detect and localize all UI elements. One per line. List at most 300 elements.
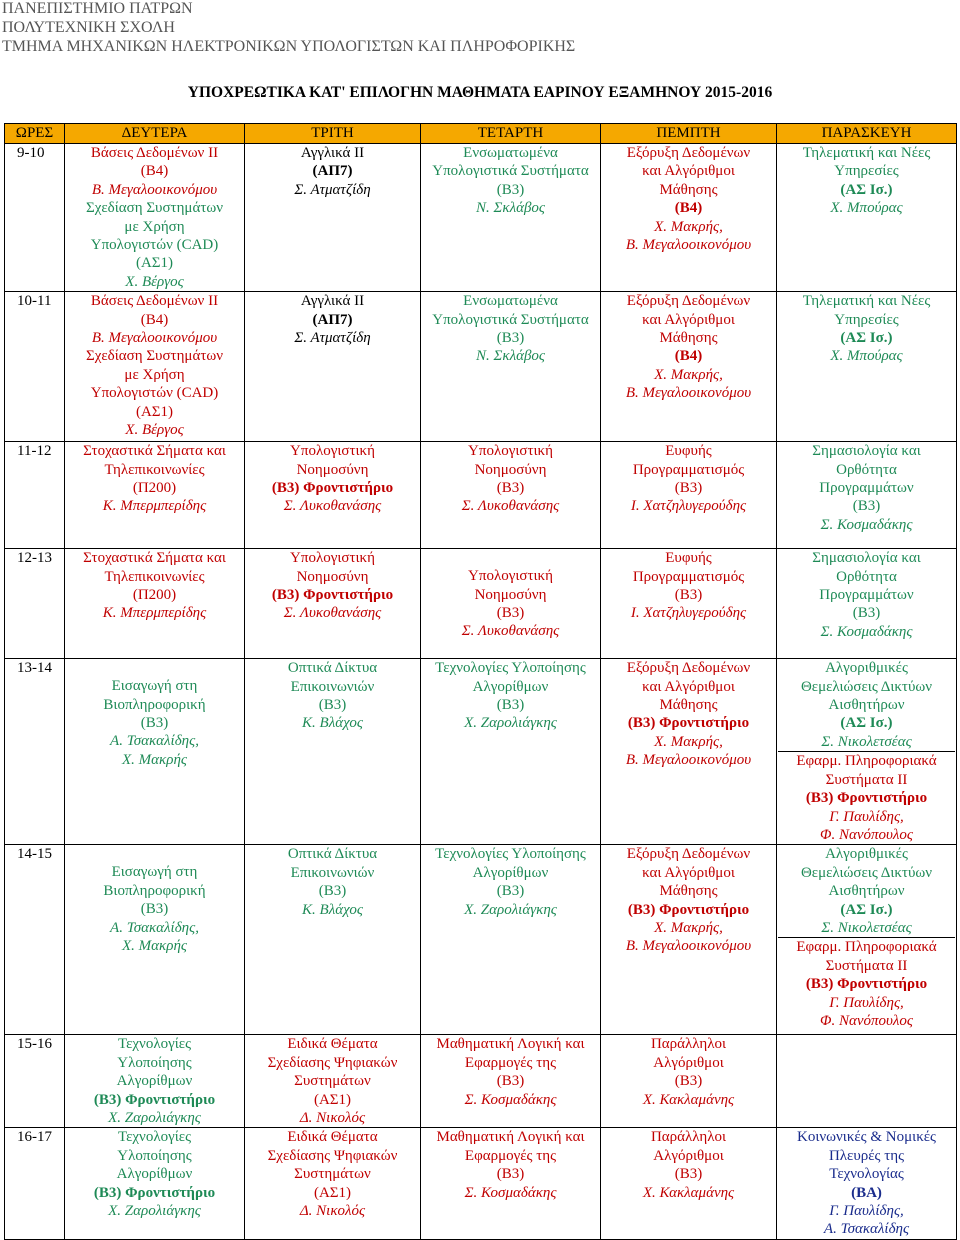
course-line: (Β4) (140, 311, 169, 328)
course-line: Υπολογιστικά Συστήματα (432, 163, 589, 180)
course-cell (65, 144, 245, 292)
course-line: (Β3) (674, 480, 703, 497)
course-block (778, 937, 955, 1030)
course-cell (65, 442, 245, 549)
course-cell (65, 659, 245, 845)
instructor-name: Χ. Μπούρας (830, 348, 903, 365)
time-cell: 9-10 (5, 144, 65, 292)
course-line: Αγγλικά ΙΙ (300, 293, 365, 310)
course-cell (245, 549, 421, 659)
time-cell: 16-17 (5, 1128, 65, 1240)
course-line: Υπολογιστική (290, 550, 375, 567)
school-name: ΠΟΛΥΤΕΧΝΙΚΗ ΣΧΟΛΗ (2, 19, 175, 36)
instructor-name: Β. Μεγαλοοικονόμου (625, 752, 752, 769)
col-hours: ΩΡΕΣ (5, 124, 65, 144)
table-row (5, 845, 957, 1035)
course-line: Ευφυής (665, 443, 712, 460)
course-line: Τηλεματική και Νέες (802, 293, 931, 310)
table-row (5, 144, 957, 292)
room-label: (ΒΑ) (851, 1184, 882, 1201)
instructor-name: Β. Μεγαλοοικονόμου (625, 385, 752, 402)
course-cell (601, 845, 777, 1035)
instructor-name: Σ. Κοσμαδάκης (464, 1091, 557, 1108)
room-label: (Β3) Φροντιστήριο (93, 1184, 216, 1201)
course-cell (421, 292, 601, 442)
table-row (5, 549, 957, 659)
course-cell (601, 1128, 777, 1240)
course-line: Σχεδίασης Ψηφιακών (267, 1054, 398, 1071)
course-line: Υπολογιστών (CAD) (90, 237, 219, 254)
course-block (422, 1035, 599, 1109)
col-tuesday: ΤΡΙΤΗ (245, 124, 421, 144)
course-cell (421, 1035, 601, 1128)
course-cell (421, 442, 601, 549)
col-friday: ΠΑΡΑΣΚΕΥΗ (777, 124, 957, 144)
course-line: Αλγόριθμοι (653, 1054, 724, 1071)
course-block (602, 442, 775, 516)
instructor-name: Β. Μεγαλοοικονόμου (91, 330, 218, 347)
course-block (66, 845, 243, 955)
course-cell (245, 1128, 421, 1240)
room-label: (Β3) Φροντιστήριο (271, 587, 394, 604)
room-label: (ΑΣ Ισ.) (840, 181, 893, 198)
course-line: Νοημοσύνη (296, 461, 369, 478)
course-block (422, 659, 599, 733)
course-block (778, 549, 955, 641)
course-line: Ειδικά Θέματα (287, 1036, 378, 1053)
course-line: Παράλληλοι (650, 1036, 727, 1053)
col-thursday: ΠΕΜΠΤΗ (601, 124, 777, 144)
room-label: (Β3) Φροντιστήριο (627, 901, 750, 918)
course-line: (Β3) (496, 605, 525, 622)
course-cell (421, 549, 601, 659)
course-line: Υλοποίησης (117, 1147, 192, 1164)
course-line: Νοημοσύνη (474, 586, 547, 603)
course-line: Τεχνολογίες (117, 1036, 192, 1053)
course-line: Υλοποίησης (117, 1054, 192, 1071)
course-line: Μάθησης (659, 883, 718, 900)
course-line: (Β3) (496, 480, 525, 497)
room-label: (ΑΠ7) (312, 311, 353, 328)
course-block (422, 292, 599, 366)
course-cell (245, 659, 421, 845)
course-line: Ορθότητα (836, 568, 897, 585)
course-block (66, 347, 243, 439)
table-row (5, 292, 957, 442)
course-line: Πλευρές της (828, 1147, 905, 1164)
course-line: Οπτικά Δίκτυα (287, 846, 378, 863)
course-line: Σημασιολογία και (812, 443, 921, 460)
course-line: Αλγοριθμικές (825, 660, 908, 677)
course-line: (Β3) (496, 1166, 525, 1183)
course-line: Μαθηματική Λογική και (436, 1129, 585, 1146)
course-block (602, 292, 775, 402)
time-cell: 10-11 (5, 292, 65, 442)
room-label: (ΑΠ7) (312, 163, 353, 180)
instructor-name: Α. Τσακαλίδης, (110, 919, 199, 936)
course-line: Υπολογιστική (290, 443, 375, 460)
course-line: (Β3) (318, 883, 347, 900)
room-label: (Β4) (674, 200, 703, 217)
course-line: Τεχνολογίες (117, 1129, 192, 1146)
course-block (66, 144, 243, 199)
course-line: Εφαρμογές της (464, 1054, 557, 1071)
course-line: Εξόρυξη Δεδομένων (626, 145, 751, 161)
course-cell (421, 659, 601, 845)
course-cell (601, 549, 777, 659)
course-cell (245, 442, 421, 549)
course-line: Ενσωματωμένα (463, 293, 558, 310)
table-row (5, 1128, 957, 1240)
course-line: Τεχνολογίες Υλοποίησης (435, 660, 586, 677)
course-block (66, 442, 243, 516)
course-line: (ΑΣ1) (135, 255, 174, 272)
course-line: Βάσεις Δεδομένων ΙΙ (90, 293, 219, 310)
course-line: και Αλγόριθμοι (642, 678, 735, 695)
instructor-name: Δ. Νικολός (299, 1202, 366, 1219)
course-line: Επικοινωνιών (290, 678, 375, 695)
course-line: και Αλγόριθμοι (642, 311, 735, 328)
course-line: (ΑΣ1) (313, 1184, 352, 1201)
course-line: Εφαρμογές της (464, 1147, 557, 1164)
course-line: (ΑΣ1) (135, 403, 174, 420)
course-line: Αλγορίθμων (472, 678, 549, 695)
course-block (422, 1128, 599, 1202)
course-line: Μάθησης (659, 697, 718, 714)
instructor-name: Χ. Μπούρας (830, 200, 903, 217)
instructor-name: Β. Μεγαλοοικονόμου (625, 237, 752, 254)
course-cell (601, 442, 777, 549)
course-block (778, 442, 955, 534)
course-cell (65, 1035, 245, 1128)
instructor-name: Ν. Σκλάβος (475, 348, 546, 365)
course-line: Θεμελιώσεις Δικτύων (800, 864, 933, 881)
course-block (246, 659, 419, 733)
course-line: με Χρήση (124, 366, 185, 383)
course-cell (601, 659, 777, 845)
course-line: Αισθητήρων (828, 883, 905, 900)
instructor-name: Σ. Λυκοθανάσης (461, 623, 560, 640)
instructor-name: Χ. Ζαρολιάγκης (464, 715, 557, 732)
instructor-name: Χ. Κακλαμάνης (642, 1091, 735, 1108)
instructor-name: Κ. Μπερμπερίδης (102, 498, 207, 515)
course-line: Μαθηματική Λογική και (436, 1036, 585, 1053)
course-line: (Β3) (496, 1073, 525, 1090)
course-line: Μάθησης (659, 181, 718, 198)
course-block (778, 1128, 955, 1238)
instructor-name: Κ. Μπερμπερίδης (102, 605, 207, 622)
course-block (246, 845, 419, 919)
instructor-name: Κ. Βλάχος (302, 901, 363, 918)
course-block (66, 1128, 243, 1220)
instructor-name: Σ. Λυκοθανάσης (283, 498, 382, 515)
course-line: Θεμελιώσεις Δικτύων (800, 678, 933, 695)
room-label: (Β3) Φροντιστήριο (271, 480, 394, 497)
course-line: (Β3) (496, 883, 525, 900)
course-block (778, 845, 955, 937)
course-cell (421, 144, 601, 292)
room-label: (ΑΣ Ισ.) (840, 715, 893, 732)
instructor-name: Χ. Ζαρολιάγκης (108, 1202, 201, 1219)
course-line: Ορθότητα (836, 461, 897, 478)
instructor-name: Χ. Βέργος (125, 273, 184, 290)
course-line: Αλγοριθμικές (825, 846, 908, 863)
instructor-name: Φ. Νανόπουλος (820, 1012, 913, 1029)
course-line: Σχεδίαση Συστημάτων (85, 348, 224, 365)
course-cell (421, 845, 601, 1035)
course-cell (421, 1128, 601, 1240)
course-line: Υπηρεσίες (834, 163, 899, 180)
course-line: Υπολογιστική (468, 568, 553, 585)
course-cell (245, 144, 421, 292)
course-line: Σχεδίαση Συστημάτων (85, 200, 224, 217)
course-line: (ΑΣ1) (313, 1091, 352, 1108)
instructor-name: Δ. Νικολός (299, 1109, 366, 1126)
instructor-name: Ν. Σκλάβος (475, 200, 546, 217)
course-cell (245, 845, 421, 1035)
course-line: Παράλληλοι (650, 1129, 727, 1146)
course-line: Σημασιολογία και (812, 550, 921, 567)
course-cell (777, 845, 957, 1035)
course-line: Αλγόριθμοι (653, 1147, 724, 1164)
instructor-name: Χ. Μακρής (122, 937, 187, 954)
course-cell (601, 1035, 777, 1128)
course-line: Εφαρμ. Πληροφοριακά (796, 753, 937, 770)
instructor-name: Β. Μεγαλοοικονόμου (91, 181, 218, 198)
course-block (602, 144, 775, 254)
room-label: (Β3) Φροντιστήριο (805, 790, 928, 807)
instructor-name: Α. Τσακαλίδης (823, 1221, 910, 1238)
course-line: Υπηρεσίες (834, 311, 899, 328)
course-line: Προγραμμάτων (819, 587, 914, 604)
instructor-name: Χ. Κακλαμάνης (642, 1184, 735, 1201)
instructor-name: Γ. Παυλίδης, (829, 1202, 904, 1219)
instructor-name: Φ. Νανόπουλος (820, 826, 913, 843)
instructor-name: Β. Μεγαλοοικονόμου (625, 938, 752, 955)
course-line: (Β3) (140, 901, 169, 918)
course-line: Αγγλικά ΙΙ (300, 145, 365, 161)
instructor-name: Α. Τσακαλίδης, (110, 733, 199, 750)
time-cell: 12-13 (5, 549, 65, 659)
course-cell (777, 144, 957, 292)
course-line: (Β3) (674, 1073, 703, 1090)
course-line: Ενσωματωμένα (463, 145, 558, 161)
instructor-name: Σ. Λυκοθανάσης (461, 498, 560, 515)
room-label: (ΑΣ Ισ.) (840, 901, 893, 918)
course-line: Στοχαστικά Σήματα και (83, 550, 226, 567)
page-title: ΥΠΟΧΡΕΩΤΙΚΑ ΚΑΤ' ΕΠΙΛΟΓΗΝ ΜΑΘΗΜΑΤΑ ΕΑΡΙΝΟΥ ΕΞΑΜΗΝΟΥ 2015-2016 (187, 84, 773, 101)
course-line: με Χρήση (124, 218, 185, 235)
table-row (5, 442, 957, 549)
instructor-name: Σ. Νικολετσέας (821, 733, 912, 750)
time-cell: 13-14 (5, 659, 65, 845)
course-line: Επικοινωνιών (290, 864, 375, 881)
instructor-name: Γ. Παυλίδης, (829, 808, 904, 825)
course-cell (777, 1035, 957, 1128)
instructor-name: Γ. Παυλίδης, (829, 994, 904, 1011)
course-block (246, 549, 419, 623)
course-block (66, 549, 243, 623)
course-line: Προγραμμάτων (819, 480, 914, 497)
course-cell (777, 1128, 957, 1240)
course-block (246, 292, 419, 347)
course-line: Αλγορίθμων (116, 1166, 193, 1183)
course-line: και Αλγόριθμοι (642, 163, 735, 180)
instructor-name: Χ. Ζαρολιάγκης (108, 1109, 201, 1126)
course-block (246, 1128, 419, 1220)
course-cell (601, 292, 777, 442)
instructor-name: Σ. Κοσμαδάκης (820, 516, 913, 533)
col-monday: ΔΕΥΤΕΡΑ (65, 124, 245, 144)
course-line: Προγραμματισμός (632, 568, 745, 585)
instructor-name: Χ. Μακρής, (654, 733, 723, 750)
course-block (422, 144, 599, 218)
course-line: Βιοπληροφορική (103, 696, 206, 713)
instructor-name: Σ. Κοσμαδάκης (820, 623, 913, 640)
course-line: (Β3) (318, 697, 347, 714)
course-cell (65, 549, 245, 659)
course-line: Ειδικά Θέματα (287, 1129, 378, 1146)
course-line: (Β3) (852, 605, 881, 622)
table-row (5, 659, 957, 845)
instructor-name: Χ. Μακρής, (654, 366, 723, 383)
course-block (66, 1035, 243, 1127)
course-block (778, 751, 955, 844)
course-cell (777, 659, 957, 845)
instructor-name: Σ. Νικολετσέας (821, 919, 912, 936)
course-block (66, 199, 243, 291)
course-block (778, 292, 955, 366)
course-line: Συστήματα ΙΙ (825, 771, 908, 788)
course-line: Συστήματα ΙΙ (825, 957, 908, 974)
course-line: (Β3) (496, 181, 525, 198)
course-line: Εξόρυξη Δεδομένων (626, 846, 751, 863)
course-line: Νοημοσύνη (474, 461, 547, 478)
course-line: Υπολογιστική (468, 443, 553, 460)
time-cell: 15-16 (5, 1035, 65, 1128)
course-line: Στοχαστικά Σήματα και (83, 443, 226, 460)
department-name: ΤΜΗΜΑ ΜΗΧΑΝΙΚΩΝ ΗΛΕΚΤΡΟΝΙΚΩΝ ΥΠΟΛΟΓΙΣΤΩΝ ΚΑΙ ΠΛΗΡΟΦΟΡΙΚΗΣ (2, 38, 576, 55)
course-line: Οπτικά Δίκτυα (287, 660, 378, 677)
instructor-name: Σ. Κοσμαδάκης (464, 1184, 557, 1201)
course-block (602, 659, 775, 769)
course-line: (Β3) (496, 697, 525, 714)
course-line: Βάσεις Δεδομένων ΙΙ (90, 145, 219, 161)
course-line: Υπολογιστικά Συστήματα (432, 311, 589, 328)
course-cell (601, 144, 777, 292)
course-line: Τεχνολογίας (829, 1166, 904, 1183)
course-line: (Β3) (496, 330, 525, 347)
instructor-name: Σ. Ατματζίδη (294, 181, 371, 198)
room-label: (ΑΣ Ισ.) (840, 330, 893, 347)
course-line: (Β3) (140, 715, 169, 732)
course-block (66, 292, 243, 347)
course-line: (Π200) (132, 480, 177, 497)
course-cell (65, 292, 245, 442)
course-line: (Β4) (140, 163, 169, 180)
course-line: Εξόρυξη Δεδομένων (626, 660, 751, 677)
course-cell (777, 442, 957, 549)
course-block (778, 659, 955, 751)
course-cell (65, 1128, 245, 1240)
instructor-name: Σ. Λυκοθανάσης (283, 605, 382, 622)
course-block (602, 1128, 775, 1202)
course-cell (777, 292, 957, 442)
course-line: Αλγορίθμων (472, 864, 549, 881)
course-block (246, 144, 419, 199)
instructor-name: Ι. Χατζηλυγερούδης (630, 498, 747, 515)
course-line: Σχεδίασης Ψηφιακών (267, 1147, 398, 1164)
course-line: Συστημάτων (294, 1073, 371, 1090)
instructor-name: Σ. Ατματζίδη (294, 330, 371, 347)
room-label: (Β3) Φροντιστήριο (805, 976, 928, 993)
course-cell (245, 1035, 421, 1128)
instructor-name: Χ. Μακρής, (654, 218, 723, 235)
course-line: και Αλγόριθμοι (642, 864, 735, 881)
course-line: Τηλεπικοινωνίες (104, 461, 205, 478)
course-line: Κοινωνικές & Νομικές (796, 1129, 936, 1146)
course-line: Μάθησης (659, 330, 718, 347)
col-wednesday: ΤΕΤΑΡΤΗ (421, 124, 601, 144)
instructor-name: Χ. Βέργος (125, 422, 184, 439)
course-block (778, 144, 955, 218)
instructor-name: Χ. Μακρής (122, 751, 187, 768)
course-block (66, 659, 243, 769)
course-block (602, 549, 775, 623)
course-block (246, 1035, 419, 1127)
course-line: (Π200) (132, 587, 177, 604)
course-block (422, 549, 599, 641)
instructor-name: Χ. Μακρής, (654, 919, 723, 936)
course-cell (777, 549, 957, 659)
course-line: Εισαγωγή στη (111, 678, 198, 695)
course-block (602, 845, 775, 955)
course-block (422, 845, 599, 919)
course-block (246, 442, 419, 516)
course-line: Αισθητήρων (828, 697, 905, 714)
time-cell: 11-12 (5, 442, 65, 549)
course-line: Βιοπληροφορική (103, 882, 206, 899)
course-line: Εξόρυξη Δεδομένων (626, 293, 751, 310)
table-header-row (5, 124, 957, 144)
instructor-name: Ι. Χατζηλυγερούδης (630, 605, 747, 622)
course-line: Υπολογιστών (CAD) (90, 385, 219, 402)
table-row (5, 1035, 957, 1128)
room-label: (Β3) Φροντιστήριο (627, 715, 750, 732)
university-name: ΠΑΝΕΠΙΣΤΗΜΙΟ ΠΑΤΡΩΝ (2, 0, 193, 17)
course-line: Ευφυής (665, 550, 712, 567)
course-line: Εισαγωγή στη (111, 864, 198, 881)
course-line: (Β3) (674, 587, 703, 604)
course-line: (Β3) (674, 1166, 703, 1183)
instructor-name: Κ. Βλάχος (302, 715, 363, 732)
course-line: Εφαρμ. Πληροφοριακά (796, 939, 937, 956)
room-label: (Β4) (674, 348, 703, 365)
course-line: Νοημοσύνη (296, 568, 369, 585)
course-line: Προγραμματισμός (632, 461, 745, 478)
course-line: Τηλεπικοινωνίες (104, 568, 205, 585)
course-line: (Β3) (852, 498, 881, 515)
course-cell (245, 292, 421, 442)
course-line: Αλγορίθμων (116, 1073, 193, 1090)
time-cell: 14-15 (5, 845, 65, 1035)
course-block (602, 1035, 775, 1109)
instructor-name: Χ. Ζαρολιάγκης (464, 901, 557, 918)
course-line: Τεχνολογίες Υλοποίησης (435, 846, 586, 863)
course-line: Τηλεματική και Νέες (802, 145, 931, 161)
course-line: Συστημάτων (294, 1166, 371, 1183)
course-block (422, 442, 599, 516)
